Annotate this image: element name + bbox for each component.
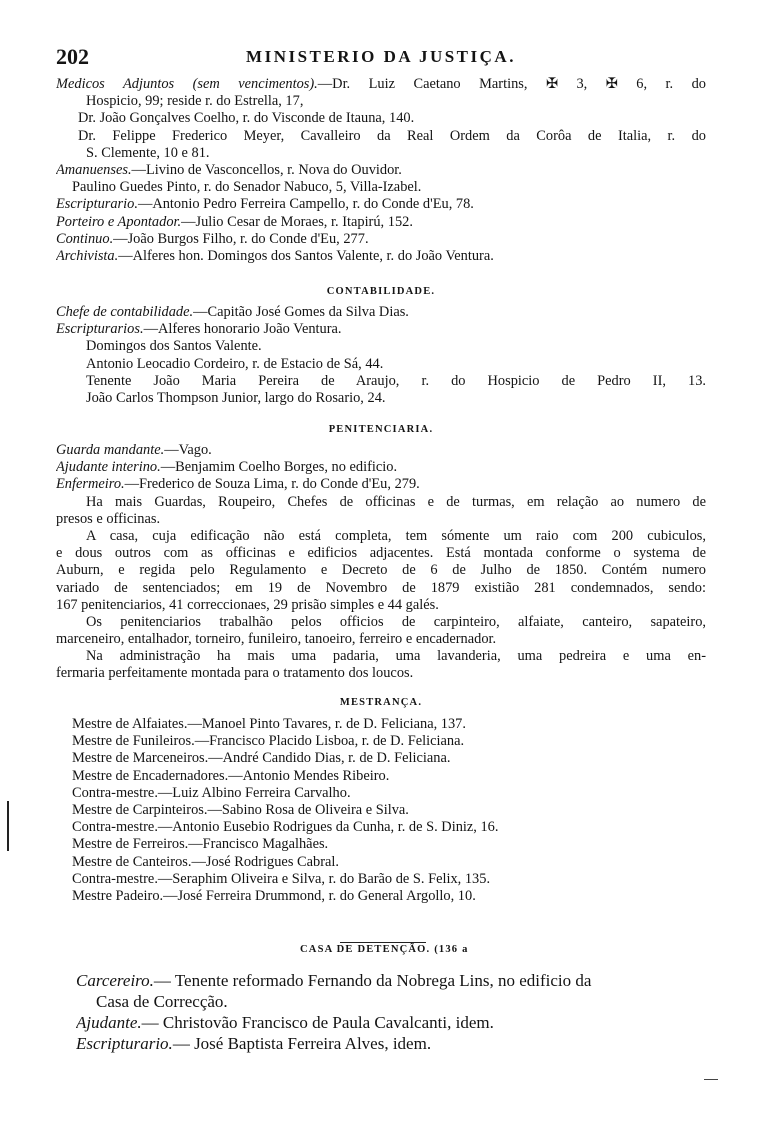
paragraph-line: variado de sentenciados; em 19 de Novembro de 1879 existião 281 condemnados, sendo: [56, 579, 706, 596]
list-item: Carcereiro.— Tenente reformado Fernando da Nobrega Lins, no edificio da [76, 971, 592, 990]
list-item: Escripturario.—Antonio Pedro Ferreira Campello, r. do Conde d'Eu, 78. [56, 196, 474, 213]
paragraph-line: Ha mais Guardas, Roupeiro, Chefes de officinas e de turmas, em relação ao numero de [86, 493, 706, 510]
list-item: Mestre de Canteiros.—José Rodrigues Cabral. [72, 853, 339, 870]
list-item: Continuo.—João Burgos Filho, r. do Conde d'Eu, 277. [56, 230, 369, 247]
section-heading-penitenciaria: PENITENCIARIA. [328, 424, 434, 435]
page-mark [704, 1079, 718, 1080]
paragraph-line: marceneiro, entalhador, torneiro, funileiro, tanoeiro, ferreiro e encadernador. [56, 631, 497, 648]
list-item: Antonio Leocadio Cordeiro, r. de Estacio de Sá, 44. [86, 355, 384, 372]
list-item: Domingos dos Santos Valente. [86, 338, 262, 355]
list-item: Porteiro e Apontador.—Julio Cesar de Moraes, r. Itapirú, 152. [56, 213, 413, 230]
penitenciaria-list [56, 442, 706, 683]
list-item: Contra-mestre.—Seraphim Oliveira e Silva, r. do Barão de S. Felix, 135. [72, 870, 491, 887]
paragraph-line: 167 penitenciarios, 41 correccionaes, 29 prisão simples e 44 galés. [56, 596, 439, 613]
list-item: Casa de Correcção. [96, 992, 228, 1011]
paragraph-line: Na administração ha mais uma padaria, uma lavanderia, uma pedreira e uma en- [86, 648, 706, 665]
section-divider [340, 942, 426, 943]
list-item: Escripturario.— José Baptista Ferreira Alves, idem. [76, 1034, 432, 1053]
list-item: Mestre de Funileiros.—Francisco Placido Lisboa, r. de D. Feliciana. [72, 733, 465, 750]
page-number: 202 [56, 44, 89, 69]
list-item: Ajudante.— Christovão Francisco de Paula Cavalcanti, idem. [76, 1013, 494, 1032]
list-item: Mestre Padeiro.—José Ferreira Drummond, r. do General Argollo, 10. [72, 887, 476, 904]
mestranca-list [72, 716, 706, 905]
margin-mark [7, 801, 9, 851]
paragraph-line: presos e officinas. [56, 510, 161, 527]
list-item: Enfermeiro.—Frederico de Souza Lima, r. do Conde d'Eu, 279. [56, 476, 420, 493]
paragraph-line: Os penitenciarios trabalhão pelos officios de carpinteiro, alfaiate, canteiro, sapateiro, [86, 613, 706, 630]
detencao-list [76, 970, 716, 1054]
list-item: Mestre de Ferreiros.—Francisco Magalhães. [72, 836, 329, 853]
section-heading-mestranca: MESTRANÇA. [339, 697, 423, 708]
list-item: Tenente João Maria Pereira de Araujo, r. do Hospicio de Pedro II, 13. [86, 372, 706, 389]
paragraph-line: e dous outros com as officinas e edificios adjacentes. Está montada conforme o systema de [56, 545, 706, 562]
list-item: Guarda mandante.—Vago. [56, 442, 212, 458]
list-item: Contra-mestre.—Luiz Albino Ferreira Carvalho. [72, 784, 351, 801]
list-item: Medicos Adjuntos (sem vencimentos).—Dr. Luiz Caetano Martins, ✠ 3, ✠ 6, r. do [56, 76, 706, 92]
list-item: Dr. João Gonçalves Coelho, r. do Visconde de Itauna, 140. [78, 110, 415, 127]
list-item: Mestre de Alfaiates.—Manoel Pinto Tavares, r. de D. Feliciana, 137. [72, 716, 466, 732]
section-heading-detencao: CASA DE DETENÇÃO. (136 a [300, 944, 469, 955]
list-item: Mestre de Encadernadores.—Antonio Mendes Ribeiro. [72, 767, 390, 784]
list-item: S. Clemente, 10 e 81. [86, 144, 210, 161]
list-item: Escripturarios.—Alferes honorario João Ventura. [56, 321, 342, 338]
list-item: Mestre de Marceneiros.—André Candido Dias, r. de D. Feliciana. [72, 750, 451, 767]
list-item: Amanuenses.—Livino de Vasconcellos, r. Nova do Ouvidor. [56, 161, 402, 178]
list-item: Chefe de contabilidade.—Capitão José Gomes da Silva Dias. [56, 304, 409, 320]
section-heading-contabilidade: CONTABILIDADE. [326, 286, 436, 297]
list-item: Ajudante interino.—Benjamim Coelho Borges, no edificio. [56, 459, 398, 476]
list-item: Archivista.—Alferes hon. Domingos dos Santos Valente, r. do João Ventura. [56, 247, 494, 264]
list-item: Hospicio, 99; reside r. do Estrella, 17, [86, 93, 304, 110]
list-item: Paulino Guedes Pinto, r. do Senador Nabuco, 5, Villa-Izabel. [72, 179, 422, 196]
list-item: Mestre de Carpinteiros.—Sabino Rosa de Oliveira e Silva. [72, 801, 409, 818]
paragraph-line: A casa, cuja edificação não está completa, tem sómente um raio com 200 cubiculos, [86, 527, 706, 544]
paragraph-line: fermaria perfeitamente montada para o tratamento dos loucos. [56, 665, 414, 682]
paragraph-line: Auburn, e regida pelo Regulamento e Decreto de 6 de Julho de 1850. Contém numero [56, 562, 706, 579]
page-header [56, 44, 706, 70]
contabilidade-list [56, 304, 706, 407]
list-item: João Carlos Thompson Junior, largo do Rosario, 24. [86, 389, 386, 406]
staff-list-top [56, 76, 706, 265]
list-item: Contra-mestre.—Antonio Eusebio Rodrigues da Cunha, r. de S. Diniz, 16. [72, 819, 499, 836]
running-title: MINISTERIO DA JUSTIÇA. [246, 47, 516, 66]
list-item: Dr. Felippe Frederico Meyer, Cavalleiro da Real Ordem da Corôa de Italia, r. do [78, 127, 706, 144]
